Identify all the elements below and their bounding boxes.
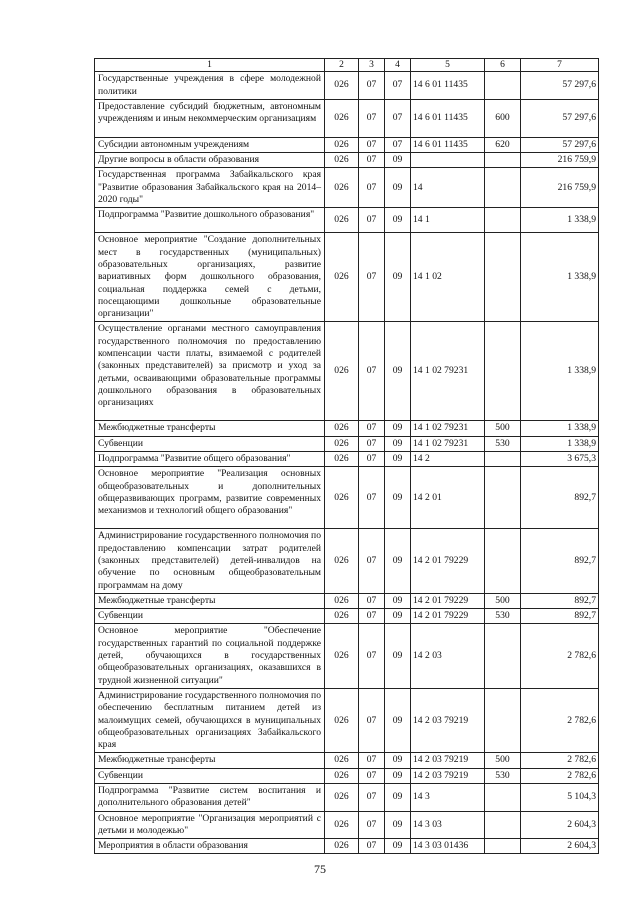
target-article-cell: 14 1 xyxy=(411,208,485,233)
section-cell: 07 xyxy=(359,624,385,688)
amount-cell: 2 604,3 xyxy=(521,839,599,854)
code-cell: 026 xyxy=(325,137,359,152)
target-article-cell: 14 2 01 xyxy=(411,467,485,529)
target-article-cell: 14 xyxy=(411,168,485,208)
row-name-cell: Основное мероприятие "Реализация основных общеобразовательных и дополнительных общеразвивающих программ, развитие современных механизмов и технологий общего образования" xyxy=(95,467,325,529)
table-row xyxy=(95,322,599,421)
code-cell: 026 xyxy=(325,72,359,100)
row-name-cell: Межбюджетные трансферты xyxy=(95,421,325,436)
code-cell: 026 xyxy=(325,783,359,811)
amount-cell: 2 782,6 xyxy=(521,688,599,752)
code-cell: 026 xyxy=(325,688,359,752)
code-cell: 026 xyxy=(325,153,359,168)
table-header-row xyxy=(95,59,599,72)
amount-cell: 2 782,6 xyxy=(521,768,599,783)
code-cell: 026 xyxy=(325,467,359,529)
expense-type-cell: 530 xyxy=(485,436,521,451)
subsection-cell: 09 xyxy=(385,624,411,688)
target-article-cell: 14 2 03 xyxy=(411,624,485,688)
row-name-cell: Основное мероприятие "Обеспечение государственных гарантий по социальной поддержке детей, обучающихся в государственных общеобразовательных организациях, оказавшихся в трудной жизненной ситуации" xyxy=(95,624,325,688)
row-name-cell: Межбюджетные трансферты xyxy=(95,593,325,608)
row-name-cell: Субвенции xyxy=(95,609,325,624)
section-cell: 07 xyxy=(359,99,385,137)
table-row xyxy=(95,436,599,451)
section-cell: 07 xyxy=(359,72,385,100)
code-cell: 026 xyxy=(325,753,359,768)
amount-cell: 5 104,3 xyxy=(521,783,599,811)
target-article-cell: 14 3 03 01436 xyxy=(411,839,485,854)
expense-type-cell: 500 xyxy=(485,593,521,608)
expense-type-cell xyxy=(485,168,521,208)
section-cell: 07 xyxy=(359,593,385,608)
target-article-cell: 14 2 01 79229 xyxy=(411,609,485,624)
expense-type-cell xyxy=(485,688,521,752)
section-cell: 07 xyxy=(359,609,385,624)
amount-cell: 216 759,9 xyxy=(521,153,599,168)
amount-cell: 3 675,3 xyxy=(521,452,599,467)
target-article-cell: 14 2 01 79229 xyxy=(411,529,485,593)
amount-cell: 216 759,9 xyxy=(521,168,599,208)
row-name-cell: Государственная программа Забайкальского края "Развитие образования Забайкальского края на 2014–2020 годы" xyxy=(95,168,325,208)
amount-cell: 892,7 xyxy=(521,609,599,624)
column-header: 6 xyxy=(485,59,521,72)
code-cell: 026 xyxy=(325,529,359,593)
amount-cell: 57 297,6 xyxy=(521,99,599,137)
code-cell: 026 xyxy=(325,99,359,137)
section-cell: 07 xyxy=(359,452,385,467)
table-row xyxy=(95,421,599,436)
code-cell: 026 xyxy=(325,208,359,233)
subsection-cell: 09 xyxy=(385,839,411,854)
page-number: 75 xyxy=(314,862,326,876)
amount-cell: 57 297,6 xyxy=(521,137,599,152)
column-header: 7 xyxy=(521,59,599,72)
section-cell: 07 xyxy=(359,137,385,152)
subsection-cell: 09 xyxy=(385,153,411,168)
row-name-cell: Государственные учреждения в сфере молодежной политики xyxy=(95,72,325,100)
target-article-cell: 14 1 02 79231 xyxy=(411,436,485,451)
subsection-cell: 09 xyxy=(385,811,411,839)
column-header: 5 xyxy=(411,59,485,72)
amount-cell: 892,7 xyxy=(521,593,599,608)
target-article-cell: 14 3 03 xyxy=(411,811,485,839)
expense-type-cell: 620 xyxy=(485,137,521,152)
expense-type-cell xyxy=(485,529,521,593)
subsection-cell: 07 xyxy=(385,137,411,152)
column-header: 2 xyxy=(325,59,359,72)
expense-type-cell xyxy=(485,452,521,467)
expense-type-cell xyxy=(485,839,521,854)
amount-cell: 892,7 xyxy=(521,467,599,529)
section-cell: 07 xyxy=(359,436,385,451)
amount-cell: 57 297,6 xyxy=(521,72,599,100)
expense-type-cell xyxy=(485,208,521,233)
section-cell: 07 xyxy=(359,467,385,529)
expense-type-cell xyxy=(485,624,521,688)
subsection-cell: 09 xyxy=(385,233,411,322)
expense-type-cell xyxy=(485,233,521,322)
row-name-cell: Основное мероприятие "Создание дополнительных мест в государственных (муниципальных) образовательных организациях, развитие вариативных форм дошкольного образования, социальная поддержка семей с детьми, посещающими дошкольные образовательные организации" xyxy=(95,233,325,322)
section-cell: 07 xyxy=(359,233,385,322)
amount-cell: 1 338,9 xyxy=(521,436,599,451)
row-name-cell: Подпрограмма "Развитие дошкольного образования" xyxy=(95,208,325,233)
table-row xyxy=(95,624,599,688)
target-article-cell: 14 1 02 xyxy=(411,233,485,322)
expense-type-cell: 600 xyxy=(485,99,521,137)
table-row xyxy=(95,688,599,752)
row-name-cell: Мероприятия в области образования xyxy=(95,839,325,854)
section-cell: 07 xyxy=(359,168,385,208)
expense-type-cell: 500 xyxy=(485,421,521,436)
subsection-cell: 09 xyxy=(385,208,411,233)
row-name-cell: Предоставление субсидий бюджетным, автономным учреждениям и иным некоммерческим организациям xyxy=(95,99,325,137)
table-row xyxy=(95,233,599,322)
subsection-cell: 09 xyxy=(385,452,411,467)
section-cell: 07 xyxy=(359,768,385,783)
amount-cell: 1 338,9 xyxy=(521,322,599,421)
table-row xyxy=(95,609,599,624)
section-cell: 07 xyxy=(359,529,385,593)
table-row xyxy=(95,168,599,208)
table-row xyxy=(95,593,599,608)
code-cell: 026 xyxy=(325,593,359,608)
table-row xyxy=(95,529,599,593)
subsection-cell: 09 xyxy=(385,753,411,768)
expense-type-cell: 500 xyxy=(485,753,521,768)
table-row xyxy=(95,783,599,811)
column-header: 1 xyxy=(95,59,325,72)
amount-cell: 892,7 xyxy=(521,529,599,593)
column-header: 3 xyxy=(359,59,385,72)
table-row xyxy=(95,753,599,768)
code-cell: 026 xyxy=(325,436,359,451)
target-article-cell: 14 1 02 79231 xyxy=(411,322,485,421)
expense-type-cell xyxy=(485,811,521,839)
subsection-cell: 07 xyxy=(385,72,411,100)
subsection-cell: 09 xyxy=(385,593,411,608)
budget-table-page xyxy=(94,58,598,854)
table-row xyxy=(95,839,599,854)
amount-cell: 2 604,3 xyxy=(521,811,599,839)
row-name-cell: Основное мероприятие "Организация мероприятий с детьми и молодежью" xyxy=(95,811,325,839)
amount-cell: 2 782,6 xyxy=(521,753,599,768)
subsection-cell: 09 xyxy=(385,609,411,624)
target-article-cell: 14 3 xyxy=(411,783,485,811)
expense-type-cell xyxy=(485,72,521,100)
row-name-cell: Другие вопросы в области образования xyxy=(95,153,325,168)
subsection-cell: 09 xyxy=(385,436,411,451)
target-article-cell: 14 1 02 79231 xyxy=(411,421,485,436)
code-cell: 026 xyxy=(325,452,359,467)
table-row xyxy=(95,811,599,839)
code-cell: 026 xyxy=(325,839,359,854)
target-article-cell: 14 2 03 79219 xyxy=(411,768,485,783)
row-name-cell: Субсидии автономным учреждениям xyxy=(95,137,325,152)
table-row xyxy=(95,768,599,783)
subsection-cell: 07 xyxy=(385,99,411,137)
target-article-cell: 14 6 01 11435 xyxy=(411,137,485,152)
table-row xyxy=(95,99,599,137)
expense-type-cell: 530 xyxy=(485,609,521,624)
subsection-cell: 09 xyxy=(385,529,411,593)
section-cell: 07 xyxy=(359,421,385,436)
target-article-cell: 14 2 03 79219 xyxy=(411,753,485,768)
table-row xyxy=(95,137,599,152)
section-cell: 07 xyxy=(359,208,385,233)
row-name-cell: Подпрограмма "Развитие общего образования" xyxy=(95,452,325,467)
row-name-cell: Администрирование государственного полномочия по предоставлению компенсации затрат родителей (законных представителей) детей-инвалидов на обучение по основным общеобразовательным программам на дому xyxy=(95,529,325,593)
table-row xyxy=(95,452,599,467)
row-name-cell: Субвенции xyxy=(95,768,325,783)
code-cell: 026 xyxy=(325,233,359,322)
code-cell: 026 xyxy=(325,811,359,839)
target-article-cell: 14 2 xyxy=(411,452,485,467)
code-cell: 026 xyxy=(325,624,359,688)
code-cell: 026 xyxy=(325,609,359,624)
amount-cell: 1 338,9 xyxy=(521,208,599,233)
subsection-cell: 09 xyxy=(385,168,411,208)
subsection-cell: 09 xyxy=(385,688,411,752)
subsection-cell: 09 xyxy=(385,322,411,421)
expense-type-cell xyxy=(485,783,521,811)
expense-type-cell xyxy=(485,322,521,421)
amount-cell: 2 782,6 xyxy=(521,624,599,688)
row-name-cell: Субвенции xyxy=(95,436,325,451)
subsection-cell: 09 xyxy=(385,467,411,529)
code-cell: 026 xyxy=(325,768,359,783)
subsection-cell: 09 xyxy=(385,783,411,811)
code-cell: 026 xyxy=(325,322,359,421)
row-name-cell: Межбюджетные трансферты xyxy=(95,753,325,768)
target-article-cell: 14 2 03 79219 xyxy=(411,688,485,752)
row-name-cell: Подпрограмма "Развитие систем воспитания и дополнительного образования детей" xyxy=(95,783,325,811)
budget-table xyxy=(94,58,599,854)
subsection-cell: 09 xyxy=(385,768,411,783)
target-article-cell: 14 2 01 79229 xyxy=(411,593,485,608)
amount-cell: 1 338,9 xyxy=(521,233,599,322)
expense-type-cell xyxy=(485,467,521,529)
table-row xyxy=(95,153,599,168)
row-name-cell: Администрирование государственного полномочия по обеспечению бесплатным питанием детей из малоимущих семей, обучающихся в муниципальных общеобразовательных организациях Забайкальского края xyxy=(95,688,325,752)
section-cell: 07 xyxy=(359,783,385,811)
row-name-cell: Осуществление органами местного самоуправления государственного полномочия по предоставлению компенсации части платы, взимаемой с родителей (законных представителей) за присмотр и уход за детьми, осваивающими образовательные программы дошкольного образования в образовательных организациях xyxy=(95,322,325,421)
target-article-cell: 14 6 01 11435 xyxy=(411,72,485,100)
column-header: 4 xyxy=(385,59,411,72)
expense-type-cell xyxy=(485,153,521,168)
subsection-cell: 09 xyxy=(385,421,411,436)
table-row xyxy=(95,72,599,100)
section-cell: 07 xyxy=(359,753,385,768)
code-cell: 026 xyxy=(325,421,359,436)
code-cell: 026 xyxy=(325,168,359,208)
expense-type-cell: 530 xyxy=(485,768,521,783)
section-cell: 07 xyxy=(359,322,385,421)
section-cell: 07 xyxy=(359,839,385,854)
section-cell: 07 xyxy=(359,688,385,752)
target-article-cell xyxy=(411,153,485,168)
target-article-cell: 14 6 01 11435 xyxy=(411,99,485,137)
section-cell: 07 xyxy=(359,811,385,839)
section-cell: 07 xyxy=(359,153,385,168)
amount-cell: 1 338,9 xyxy=(521,421,599,436)
table-row xyxy=(95,208,599,233)
table-row xyxy=(95,467,599,529)
